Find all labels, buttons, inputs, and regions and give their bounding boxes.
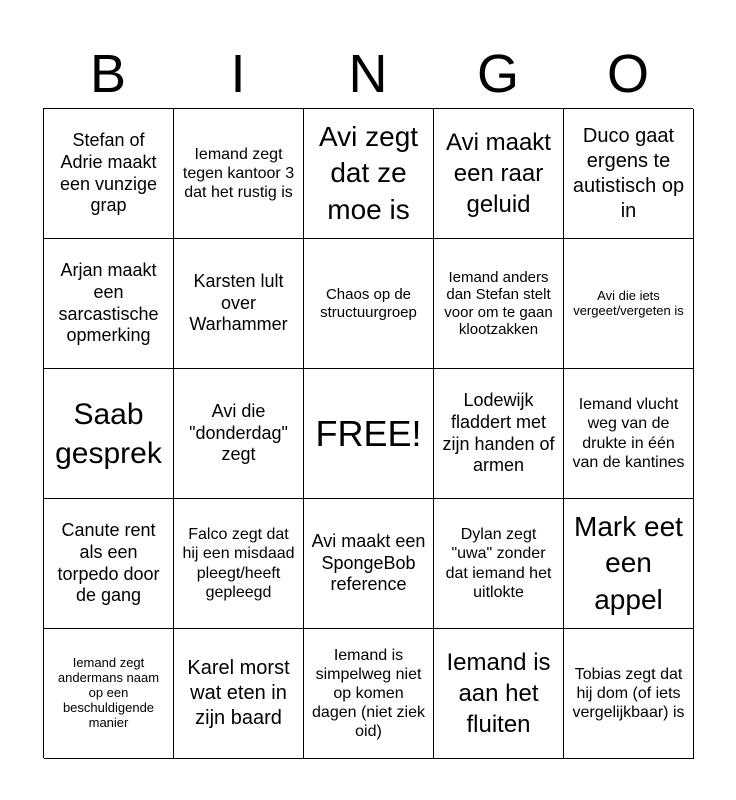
cell-text: Duco gaat ergens te autistisch op in bbox=[572, 124, 685, 222]
bingo-cell[interactable] bbox=[174, 109, 304, 239]
cell-text: Iemand vlucht weg van de drukte in één van de kantines bbox=[572, 396, 685, 471]
bingo-cell[interactable] bbox=[44, 629, 174, 759]
bingo-cell[interactable] bbox=[44, 239, 174, 369]
header-letter-g: G bbox=[476, 44, 519, 104]
bingo-cell[interactable] bbox=[174, 499, 304, 629]
cell-text: Iemand anders dan Stefan stelt voor om te gaan klootzakken bbox=[444, 269, 553, 338]
cell-text: Iemand is aan het fluiten bbox=[446, 648, 551, 739]
bingo-cell[interactable] bbox=[564, 239, 694, 369]
cell-text: Stefan of Adrie maakt een vunzige grap bbox=[59, 129, 158, 216]
cell-text: Iemand zegt andermans naam op een beschuldigende manier bbox=[57, 655, 160, 730]
bingo-cell[interactable] bbox=[564, 369, 694, 499]
bingo-cell[interactable] bbox=[304, 109, 434, 239]
bingo-cell[interactable] bbox=[44, 109, 174, 239]
bingo-cell[interactable] bbox=[434, 499, 564, 629]
cell-text: Avi maakt een raar geluid bbox=[446, 128, 551, 219]
bingo-header bbox=[43, 40, 693, 108]
cell-text: Mark eet een appel bbox=[574, 510, 683, 615]
cell-text: Dylan zegt "uwa" zonder dat iemand het uitlokte bbox=[445, 526, 552, 601]
cell-text: Avi die "donderdag" zegt bbox=[189, 400, 288, 465]
bingo-cell[interactable] bbox=[304, 499, 434, 629]
cell-text: Iemand is simpelweg niet op komen dagen (niet ziek oid) bbox=[312, 646, 425, 741]
bingo-cell[interactable] bbox=[44, 499, 174, 629]
cell-text: Avi die iets vergeet/vergeten is bbox=[573, 287, 684, 318]
cell-text: Avi zegt dat ze moe is bbox=[318, 120, 419, 225]
bingo-cell[interactable] bbox=[174, 369, 304, 499]
cell-text: Saab gesprek bbox=[55, 397, 162, 470]
bingo-cell[interactable] bbox=[304, 629, 434, 759]
cell-text: Iemand zegt tegen kantoor 3 dat het rustig is bbox=[182, 145, 295, 202]
bingo-cell[interactable] bbox=[434, 369, 564, 499]
bingo-cell[interactable] bbox=[434, 109, 564, 239]
header-letter-b: B bbox=[89, 44, 127, 104]
bingo-grid bbox=[43, 108, 693, 758]
cell-text: Tobias zegt dat hij dom (of iets vergelijkbaar) is bbox=[572, 665, 685, 722]
header-letter-o: O bbox=[606, 44, 649, 104]
bingo-cell-free[interactable] bbox=[304, 369, 434, 499]
bingo-cell[interactable] bbox=[434, 629, 564, 759]
cell-text: Karel morst wat eten in zijn baard bbox=[187, 657, 290, 729]
cell-text: Falco zegt dat hij een misdaad pleegt/heeft gepleegd bbox=[182, 526, 295, 601]
bingo-cell[interactable] bbox=[564, 629, 694, 759]
bingo-cell[interactable] bbox=[434, 239, 564, 369]
bingo-cell[interactable] bbox=[174, 629, 304, 759]
free-space-text: FREE! bbox=[315, 412, 422, 454]
header-letter-n: N bbox=[348, 44, 388, 104]
bingo-cell free-space[interactable] bbox=[304, 239, 434, 369]
bingo-cell[interactable] bbox=[564, 499, 694, 629]
cell-text: Lodewijk fladdert met zijn handen of armen bbox=[442, 389, 555, 476]
bingo-cell[interactable] bbox=[44, 369, 174, 499]
cell-text: Avi maakt een SpongeBob reference bbox=[311, 530, 426, 595]
header-letter-i: I bbox=[230, 44, 246, 104]
cell-text: Karsten lult over Warhammer bbox=[189, 270, 288, 335]
cell-text: Canute rent als een torpedo door de gang bbox=[57, 519, 160, 606]
cell-text: Chaos op de structuurgroep bbox=[320, 286, 417, 321]
bingo-cell[interactable] bbox=[564, 109, 694, 239]
cell-text: Arjan maakt een sarcastische opmerking bbox=[58, 259, 159, 346]
bingo-cell[interactable] bbox=[174, 239, 304, 369]
